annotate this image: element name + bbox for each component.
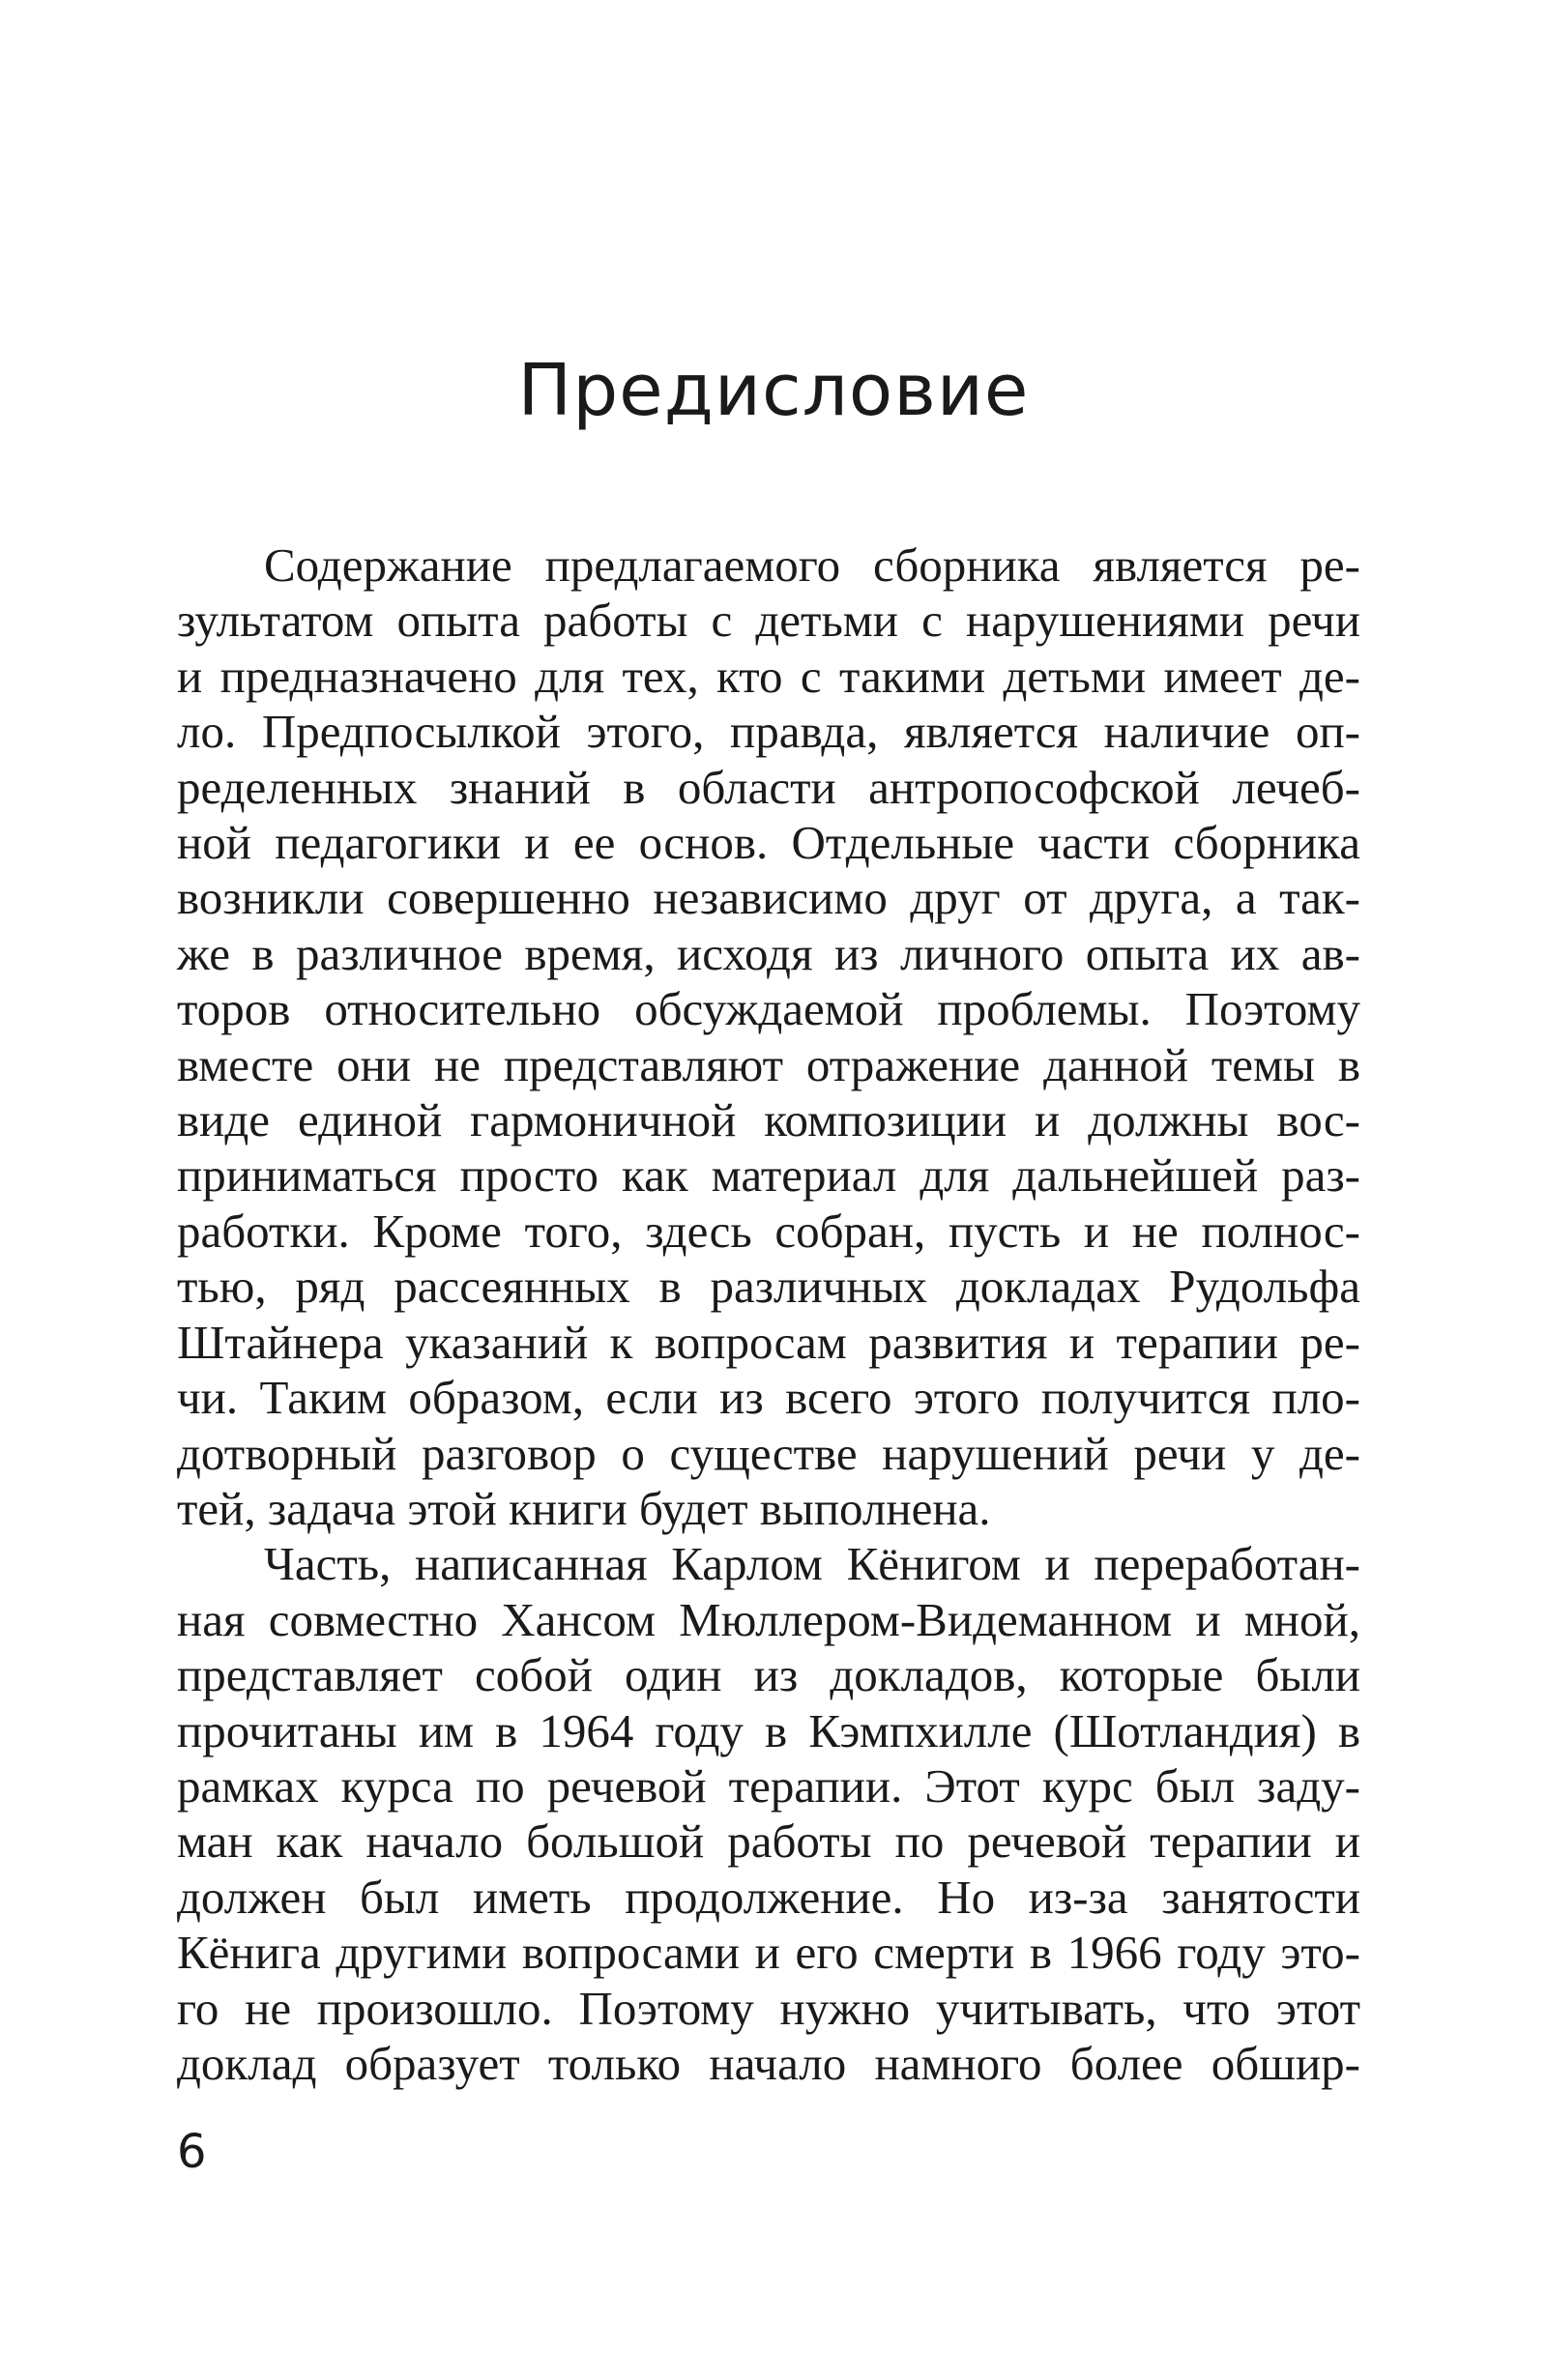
- text-line: ной педагогики и ее основ. Отдельные части сборника: [177, 816, 1360, 870]
- text-line: должен был иметь продолжение. Но из-за занятости: [177, 1870, 1360, 1924]
- text-line: ределенных знаний в области антропософской лечеб-: [177, 760, 1360, 814]
- text-line: ло. Предпосылкой этого, правда, является наличие оп-: [177, 705, 1360, 759]
- paragraph-1: [177, 537, 1360, 1536]
- text-line: доклад образует только начало намного более обшир-: [177, 2036, 1360, 2090]
- text-line: представляет собой один из докладов, которые были: [177, 1648, 1360, 1702]
- paragraph-2: [177, 1536, 1360, 2091]
- text-line: тей, задача этой книги будет выполнена.: [177, 1481, 991, 1535]
- text-line: вместе они не представляют отражение данной темы в: [177, 1037, 1360, 1091]
- text-line: рамках курса по речевой терапии. Этот курс был заду-: [177, 1758, 1360, 1813]
- text-line: зультатом опыта работы с детьми с нарушениями речи: [177, 594, 1360, 648]
- text-line: торов относительно обсуждаемой проблемы. Поэтому: [177, 982, 1360, 1036]
- text-line: го не произошло. Поэтому нужно учитывать, что этот: [177, 1981, 1360, 2035]
- text-line: дотворный разговор о существе нарушений речи у де-: [177, 1426, 1360, 1480]
- text-line: приниматься просто как материал для дальнейшей раз-: [177, 1148, 1360, 1203]
- text-line: работки. Кроме того, здесь собран, пусть и не полнос-: [177, 1204, 1360, 1258]
- text-line: Часть, написанная Карлом Кёнигом и переработан-: [264, 1537, 1360, 1591]
- text-line: Кёнига другими вопросами и его смерти в 1966 году это-: [177, 1926, 1360, 1980]
- text-line: же в различное время, исходя из личного опыта их ав-: [177, 926, 1360, 980]
- text-line: прочитаны им в 1964 году в Кэмпхилле (Шотландия) в: [177, 1703, 1360, 1757]
- text-line: Штайнера указаний к вопросам развития и терапии ре-: [177, 1315, 1360, 1369]
- text-line: тью, ряд рассеянных в различных докладах Рудольфа: [177, 1260, 1360, 1314]
- text-line: чи. Таким образом, если из всего этого получится пло-: [177, 1371, 1360, 1425]
- page-title: Предисловие: [517, 349, 1030, 432]
- text-line: и предназначено для тех, кто с такими детьми имеет де-: [177, 649, 1360, 703]
- page-number: 6: [177, 2125, 207, 2179]
- text-line: Содержание предлагаемого сборника является ре-: [264, 538, 1360, 592]
- text-line: виде единой гармоничной композиции и должны вос-: [177, 1093, 1360, 1147]
- body-text: [177, 537, 1360, 2091]
- text-line: возникли совершенно независимо друг от друга, а так-: [177, 871, 1360, 925]
- text-line: ман как начало большой работы по речевой терапии и: [177, 1814, 1360, 1869]
- text-line: ная совместно Хансом Мюллером-Видеманном и мной,: [177, 1592, 1360, 1646]
